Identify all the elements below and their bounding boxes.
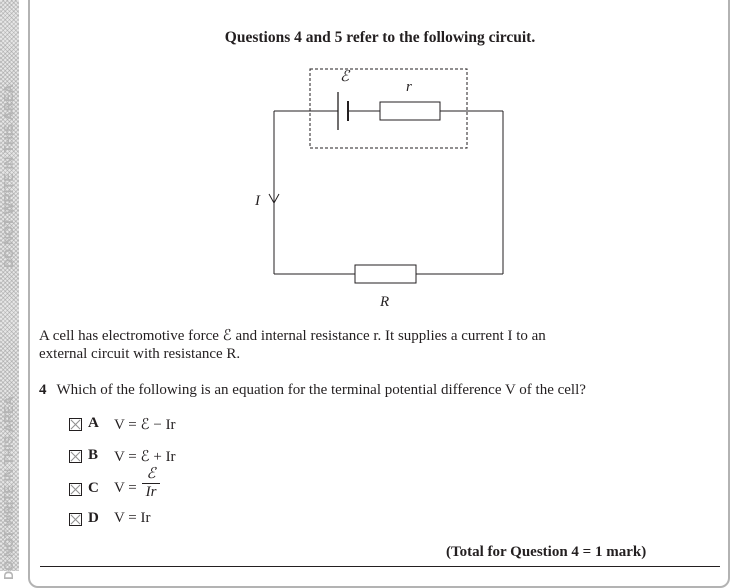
external-resistor-label: R [380,294,390,310]
question-stem [39,382,586,399]
intro-line: external circuit with resistance R. [39,346,241,362]
intro-paragraph [39,327,679,363]
option-letter: C [88,480,99,496]
section-heading: Questions 4 and 5 refer to the following circuit. [224,29,536,46]
option-equation: V = [114,480,137,496]
answer-checkbox[interactable] [69,513,82,526]
question-text: Which of the following is an equation for the terminal potential difference V of the cell? [56,382,586,398]
do-not-write-label: DO NOT WRITE IN THIS AREA [2,84,16,268]
internal-resistor [380,102,440,120]
internal-resistance-label: r [406,79,412,95]
option-letter: B [88,447,99,463]
current-label: I [255,193,260,209]
option-letter: D [88,510,99,526]
answer-checkbox[interactable] [69,418,82,431]
option-equation: V = Ir [114,510,151,526]
answer-checkbox[interactable] [69,483,82,496]
intro-line: A cell has electromotive force ℰ and internal resistance r. It supplies a current I to an [39,328,546,344]
do-not-write-label: DO NOT WRITE IN THIS AREA [2,396,16,580]
question-number: 4 [39,382,47,398]
option-fraction [142,466,160,501]
emf-label: ℰ [340,69,350,85]
bottom-rule [40,566,720,567]
answer-checkbox[interactable] [69,450,82,463]
option-equation: V = ℰ − Ir [114,417,176,433]
total-marks: (Total for Question 4 = 1 mark) [446,544,647,560]
option-letter: A [88,415,99,431]
fraction-denominator: Ir [145,484,157,500]
fraction-numerator: ℰ [142,466,160,484]
external-resistor [355,265,416,283]
option-equation: V = ℰ + Ir [114,449,176,465]
